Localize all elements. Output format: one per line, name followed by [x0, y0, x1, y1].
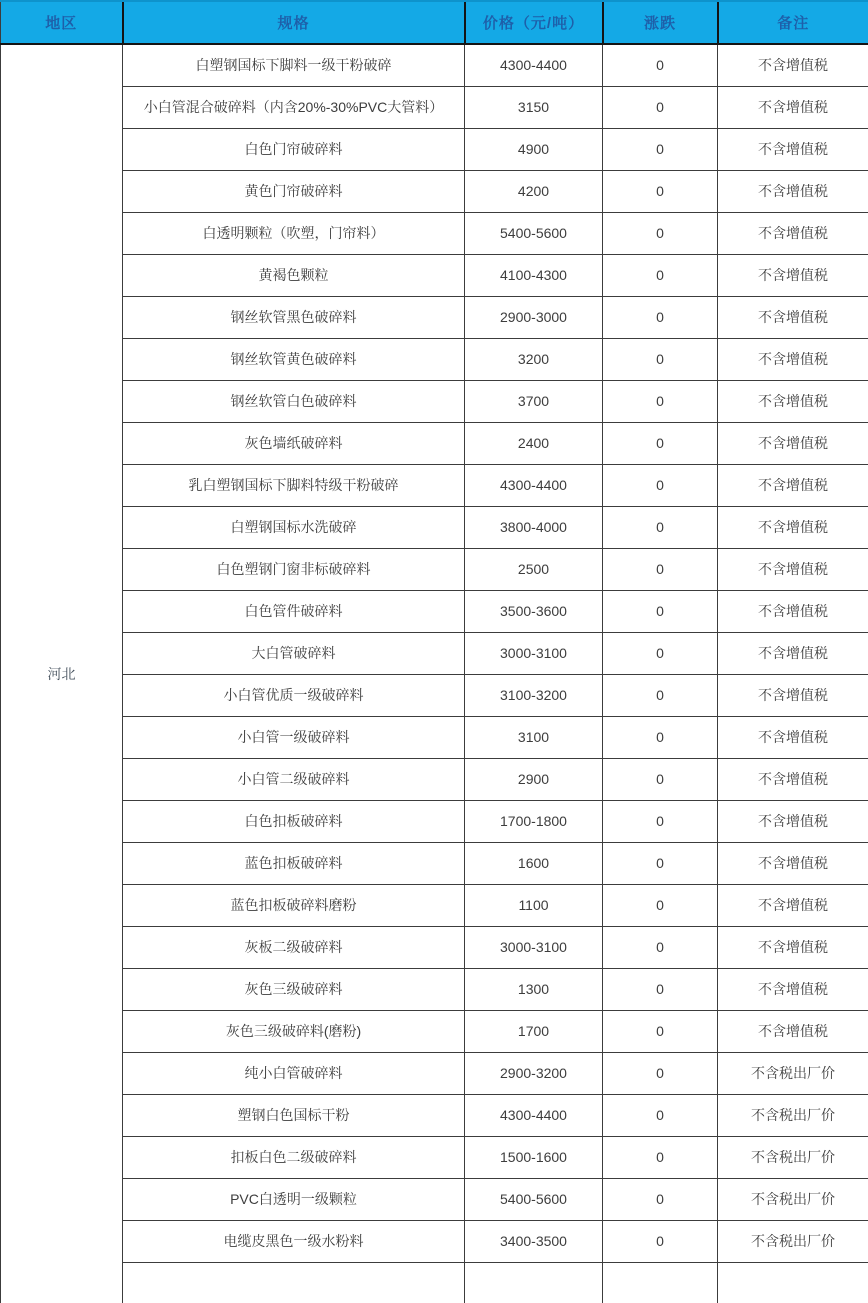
change-cell: 0: [603, 422, 718, 464]
spec-cell: 小白管一级破碎料: [123, 716, 465, 758]
spec-cell: 小白管混合破碎料（内含20%-30%PVC大管料）: [123, 86, 465, 128]
spec-cell: 黄褐色颗粒: [123, 254, 465, 296]
change-cell: 0: [603, 1220, 718, 1262]
table-row: [1, 1136, 868, 1178]
price-cell: 4100-4300: [465, 254, 603, 296]
table-row: [1, 884, 868, 926]
table-row: [1, 1262, 868, 1303]
price-cell: 4900: [465, 128, 603, 170]
note-cell: 不含增值税: [718, 422, 868, 464]
spec-cell: 白色门帘破碎料: [123, 128, 465, 170]
change-cell: 0: [603, 254, 718, 296]
table-row: [1, 842, 868, 884]
note-cell: 不含增值税: [718, 1010, 868, 1052]
note-cell: 不含增值税: [718, 86, 868, 128]
note-cell: 不含增值税: [718, 548, 868, 590]
note-cell: 不含增值税: [718, 884, 868, 926]
column-header-spec: 规格: [123, 1, 465, 44]
change-cell: 0: [603, 1178, 718, 1220]
table-row: [1, 1052, 868, 1094]
spec-cell: 钢丝软管黑色破碎料: [123, 296, 465, 338]
table-row: [1, 1178, 868, 1220]
price-cell: 1300: [465, 968, 603, 1010]
table-row: [1, 422, 868, 464]
note-cell: 不含增值税: [718, 716, 868, 758]
spec-cell: 蓝色扣板破碎料磨粉: [123, 884, 465, 926]
region-cell: 河北: [1, 44, 123, 1303]
note-cell: 不含增值税: [718, 128, 868, 170]
price-cell: 1100: [465, 884, 603, 926]
price-cell: 3150: [465, 86, 603, 128]
change-cell: 0: [603, 296, 718, 338]
spec-cell: 小白管优质一级破碎料: [123, 674, 465, 716]
note-cell: 不含增值税: [718, 926, 868, 968]
note-cell: 不含税出厂价: [718, 1136, 868, 1178]
spec-cell: 蓝色扣板破碎料: [123, 842, 465, 884]
table-row: [1, 1010, 868, 1052]
note-cell: 不含增值税: [718, 842, 868, 884]
spec-cell: PVC白透明一级颗粒: [123, 1178, 465, 1220]
table-row: [1, 968, 868, 1010]
table-row: [1, 926, 868, 968]
price-cell: 3100: [465, 716, 603, 758]
spec-cell: 大白管破碎料: [123, 632, 465, 674]
note-cell: 不含增值税: [718, 632, 868, 674]
change-cell: 0: [603, 1136, 718, 1178]
table-row: [1, 212, 868, 254]
change-cell: 0: [603, 968, 718, 1010]
table-row: [1, 590, 868, 632]
table-row: [1, 464, 868, 506]
change-cell: 0: [603, 716, 718, 758]
header-row: [1, 1, 868, 44]
spec-cell: 白塑钢国标下脚料一级干粉破碎: [123, 44, 465, 86]
spec-cell: 钢丝软管黄色破碎料: [123, 338, 465, 380]
note-cell: 不含增值税: [718, 254, 868, 296]
note-cell: 不含增值税: [718, 296, 868, 338]
change-cell: 0: [603, 44, 718, 86]
spec-cell: 白色扣板破碎料: [123, 800, 465, 842]
spec-cell: 塑钢白色国标干粉: [123, 1094, 465, 1136]
spec-cell: 纯小白管破碎料: [123, 1052, 465, 1094]
note-cell: 不含增值税: [718, 464, 868, 506]
table-row: [1, 632, 868, 674]
change-cell: 0: [603, 926, 718, 968]
note-cell: 不含增值税: [718, 800, 868, 842]
change-cell: 0: [603, 632, 718, 674]
note-cell: 不含增值税: [718, 338, 868, 380]
table-row: [1, 674, 868, 716]
price-cell: 4300-4400: [465, 44, 603, 86]
price-cell: 4300-4400: [465, 464, 603, 506]
price-cell: 3000-3100: [465, 926, 603, 968]
note-cell: 不含增值税: [718, 968, 868, 1010]
price-cell: 3400-3500: [465, 1220, 603, 1262]
price-cell: 1700: [465, 1010, 603, 1052]
price-cell: 3200: [465, 338, 603, 380]
price-cell: 1500-1600: [465, 1136, 603, 1178]
note-cell: [718, 1262, 868, 1303]
change-cell: 0: [603, 884, 718, 926]
note-cell: 不含增值税: [718, 506, 868, 548]
spec-cell: 扣板白色二级破碎料: [123, 1136, 465, 1178]
note-cell: 不含税出厂价: [718, 1178, 868, 1220]
price-cell: [465, 1262, 603, 1303]
price-cell: 2900-3200: [465, 1052, 603, 1094]
note-cell: 不含税出厂价: [718, 1052, 868, 1094]
spec-cell: 白透明颗粒（吹塑，门帘料）: [123, 212, 465, 254]
price-cell: 3100-3200: [465, 674, 603, 716]
table-row: [1, 548, 868, 590]
table-body: [1, 44, 868, 1303]
change-cell: 0: [603, 1094, 718, 1136]
table-row: [1, 296, 868, 338]
change-cell: 0: [603, 86, 718, 128]
price-cell: 2900-3000: [465, 296, 603, 338]
column-header-region: 地区: [1, 1, 123, 44]
spec-cell: 灰色三级破碎料: [123, 968, 465, 1010]
spec-cell: 白色管件破碎料: [123, 590, 465, 632]
price-cell: 2900: [465, 758, 603, 800]
note-cell: 不含增值税: [718, 758, 868, 800]
note-cell: 不含增值税: [718, 170, 868, 212]
note-cell: 不含增值税: [718, 590, 868, 632]
spec-cell: 乳白塑钢国标下脚料特级干粉破碎: [123, 464, 465, 506]
change-cell: 0: [603, 128, 718, 170]
column-header-price: 价格（元/吨）: [465, 1, 603, 44]
table-row: [1, 716, 868, 758]
change-cell: [603, 1262, 718, 1303]
change-cell: 0: [603, 338, 718, 380]
table-row: [1, 800, 868, 842]
change-cell: 0: [603, 506, 718, 548]
note-cell: 不含增值税: [718, 674, 868, 716]
price-cell: 4200: [465, 170, 603, 212]
spec-cell: 电缆皮黑色一级水粉料: [123, 1220, 465, 1262]
spec-cell: 小白管二级破碎料: [123, 758, 465, 800]
price-cell: 3000-3100: [465, 632, 603, 674]
note-cell: 不含增值税: [718, 44, 868, 86]
table-row: [1, 380, 868, 422]
price-cell: 3800-4000: [465, 506, 603, 548]
change-cell: 0: [603, 1010, 718, 1052]
note-cell: 不含增值税: [718, 212, 868, 254]
price-cell: 4300-4400: [465, 1094, 603, 1136]
spec-cell: 灰板二级破碎料: [123, 926, 465, 968]
spec-cell: 钢丝软管白色破碎料: [123, 380, 465, 422]
table-row: [1, 128, 868, 170]
change-cell: 0: [603, 464, 718, 506]
table-header: [1, 1, 868, 44]
table-row: [1, 44, 868, 86]
table-row: [1, 1094, 868, 1136]
price-cell: 2400: [465, 422, 603, 464]
price-cell: 3700: [465, 380, 603, 422]
table-row: [1, 170, 868, 212]
column-header-note: 备注: [718, 1, 868, 44]
change-cell: 0: [603, 842, 718, 884]
note-cell: 不含税出厂价: [718, 1220, 868, 1262]
price-cell: 5400-5600: [465, 1178, 603, 1220]
spec-cell: 白塑钢国标水洗破碎: [123, 506, 465, 548]
change-cell: 0: [603, 170, 718, 212]
spec-cell: 灰色三级破碎料(磨粉): [123, 1010, 465, 1052]
table-row: [1, 758, 868, 800]
table-row: [1, 86, 868, 128]
spec-cell: 白色塑钢门窗非标破碎料: [123, 548, 465, 590]
table-row: [1, 254, 868, 296]
note-cell: 不含增值税: [718, 380, 868, 422]
spec-cell: 灰色墙纸破碎料: [123, 422, 465, 464]
change-cell: 0: [603, 590, 718, 632]
price-cell: 5400-5600: [465, 212, 603, 254]
table-row: [1, 1220, 868, 1262]
column-header-change: 涨跌: [603, 1, 718, 44]
price-cell: 3500-3600: [465, 590, 603, 632]
change-cell: 0: [603, 674, 718, 716]
price-cell: 1600: [465, 842, 603, 884]
change-cell: 0: [603, 548, 718, 590]
change-cell: 0: [603, 1052, 718, 1094]
change-cell: 0: [603, 758, 718, 800]
price-cell: 1700-1800: [465, 800, 603, 842]
spec-cell: [123, 1262, 465, 1303]
change-cell: 0: [603, 380, 718, 422]
table-row: [1, 338, 868, 380]
change-cell: 0: [603, 212, 718, 254]
table-row: [1, 506, 868, 548]
price-cell: 2500: [465, 548, 603, 590]
spec-cell: 黄色门帘破碎料: [123, 170, 465, 212]
note-cell: 不含税出厂价: [718, 1094, 868, 1136]
change-cell: 0: [603, 800, 718, 842]
